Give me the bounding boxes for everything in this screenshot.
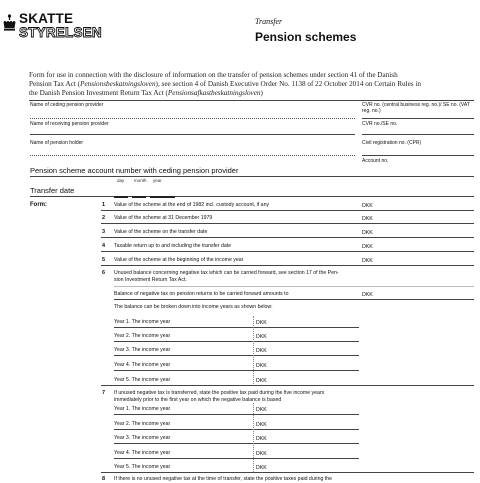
item-rule[interactable] — [101, 223, 474, 224]
crown-icon — [2, 14, 17, 34]
item-text: Taxable return up to and including the transfer date — [114, 243, 232, 249]
year-field[interactable] — [114, 355, 359, 356]
ceding-provider-label: Name of ceding pension provider — [30, 102, 104, 108]
page-title: Pension schemes — [255, 30, 357, 44]
dkk-label: DKK — [256, 363, 267, 369]
dkk-label: DKK — [362, 244, 373, 250]
item-rule[interactable] — [101, 237, 474, 238]
item-text: Value of the scheme at 31 December 1979 — [114, 215, 213, 221]
receiving-provider-label: Name of receiving pension provider — [30, 121, 109, 127]
item-number: 5 — [101, 257, 105, 263]
year-label: Year 5. The income year — [114, 464, 171, 470]
dkk-label: DKK — [256, 378, 267, 384]
form-label: Form: — [30, 202, 47, 208]
ceding-provider-field[interactable] — [30, 118, 355, 119]
dkk-column-divider — [253, 403, 254, 472]
year-label: Year 2. The income year — [114, 333, 171, 339]
item6-line-2: sion Investment Return Tax Act. — [114, 277, 187, 283]
item-rule[interactable] — [101, 210, 474, 211]
cvr-ceding-label: CVR no. (central business reg. no.)/ SE no. (VAT reg. no.) — [362, 102, 470, 114]
dkk-label: DKK — [256, 320, 267, 326]
year-field[interactable] — [114, 458, 359, 459]
header-kicker: Transfer — [255, 17, 283, 26]
dkk-label: DKK — [362, 216, 373, 222]
civil-reg-field[interactable] — [362, 155, 474, 156]
account-no-field[interactable] — [30, 176, 474, 177]
dkk-label: DKK — [362, 292, 373, 298]
year-field[interactable] — [114, 443, 359, 444]
item-number: 1 — [101, 202, 105, 208]
item-number: 2 — [101, 215, 105, 221]
account-no-label: Account no. — [362, 158, 389, 164]
receiving-provider-field[interactable] — [30, 134, 355, 135]
year-label: Year 1. The income year — [114, 319, 171, 325]
year-field[interactable] — [114, 327, 359, 328]
dkk-label: DKK — [362, 230, 373, 236]
intro-line-1: Form for use in connection with the disclosure of information on the transfer of pension schemes under section 41 of the Danish — [29, 71, 398, 79]
day-label: day — [117, 178, 125, 183]
broken-down-text: The balance can be broken down into income years as shown below: — [114, 304, 273, 310]
year-field[interactable] — [114, 414, 359, 415]
item-rule — [114, 286, 474, 287]
skattestyrelsen-logo — [2, 11, 102, 41]
item-text: Value of the scheme at the end of 1982 incl. custody account, if any — [114, 202, 270, 208]
dkk-label: DKK — [362, 258, 373, 264]
intro-line-3: the Danish Pension Investment Return Tax Act (Pensionsafkastbeskatningsloven) — [29, 89, 263, 97]
month-label: month — [134, 178, 147, 183]
year-label: Year 4. The income year — [114, 362, 171, 368]
balance-field[interactable] — [114, 299, 474, 300]
transfer-date-month[interactable] — [132, 196, 146, 198]
civil-reg-label: Civil registration no. (CPR) — [362, 140, 422, 146]
logo-line-2: STYRELSEN — [19, 25, 102, 40]
cvr-ceding-field[interactable] — [362, 118, 474, 119]
transfer-date-day[interactable] — [114, 196, 128, 198]
year-field[interactable] — [114, 341, 359, 342]
holder-label: Name of pension holder — [30, 140, 84, 146]
dkk-label: DKK — [362, 203, 373, 209]
item-rule[interactable] — [101, 265, 474, 266]
logo-line-1: SKATTE — [19, 11, 74, 26]
cvr-receiving-field[interactable] — [362, 134, 474, 135]
dkk-label: DKK — [256, 465, 267, 471]
item6-line-1: Unused balance concerning negative tax which can be carried forward, see section 17 of the Pen- — [114, 270, 339, 276]
item-number: 7 — [101, 390, 105, 396]
item7-line-2: immediately prior to the first year on which the negative balance is based — [114, 397, 282, 403]
dkk-label: DKK — [256, 334, 267, 340]
item-text: Value of the scheme at the beginning of the income year — [114, 257, 244, 263]
item-number: 4 — [101, 243, 105, 249]
item-number: 6 — [101, 270, 105, 276]
year-label: Year 5. The income year — [114, 377, 171, 383]
year-field[interactable] — [114, 370, 359, 371]
item-rule[interactable] — [101, 251, 474, 252]
year-label: Year 2. The income year — [114, 421, 171, 427]
year-field[interactable] — [101, 385, 474, 386]
transfer-date-label: Transfer date — [30, 186, 75, 195]
item8-line-1: If there is no unused negative tax at the time of transfer, state the positive taxes paid during the — [114, 476, 333, 482]
dkk-label: DKK — [256, 451, 267, 457]
dkk-column-divider — [253, 316, 254, 384]
balance-text: Balance of negative tax on pension returns to be carried forward amounts to — [114, 291, 289, 297]
year-field[interactable] — [101, 472, 474, 473]
item-number: 8 — [101, 476, 105, 482]
dkk-label: DKK — [256, 436, 267, 442]
year-label: Year 3. The income year — [114, 347, 171, 353]
item7-line-1: If unused negative tax is transferred, state the positive tax paid during the five income years — [114, 390, 325, 396]
dkk-label: DKK — [256, 407, 267, 413]
intro-line-2: Pension Tax Act (Pensionsbeskatningsloven), see section 4 of Danish Executive Order No. 1138 of 22 October 2014 on Certain Rules in — [29, 80, 421, 88]
year-field[interactable] — [114, 429, 359, 430]
holder-field[interactable] — [30, 155, 355, 156]
intro-paragraph — [29, 71, 474, 98]
transfer-date-year[interactable] — [150, 196, 175, 198]
transfer-date-rule — [30, 196, 474, 197]
dkk-label: DKK — [256, 348, 267, 354]
ceding-account-label: Pension scheme account number with ceding pension provider — [30, 166, 239, 175]
item-text: Value of the scheme on the transfer date — [114, 229, 208, 235]
year-label: year — [153, 178, 162, 183]
year-label: Year 1. The income year — [114, 406, 171, 412]
item-number: 3 — [101, 229, 105, 235]
year-label: Year 3. The income year — [114, 435, 171, 441]
cvr-receiving-label: CVR no./SE no. — [362, 121, 398, 127]
dkk-label: DKK — [256, 422, 267, 428]
divider — [29, 100, 474, 101]
year-label: Year 4. The income year — [114, 450, 171, 456]
